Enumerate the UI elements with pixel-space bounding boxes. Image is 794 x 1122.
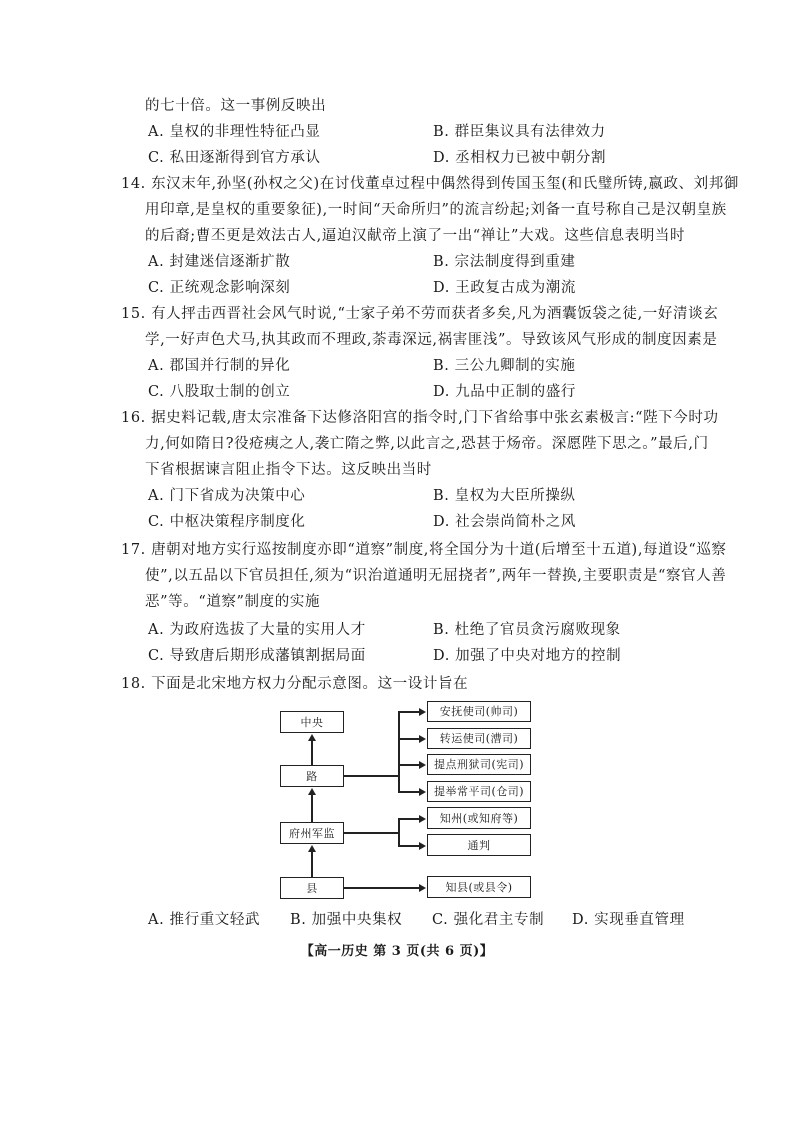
q18-stem-line-1: 18. 下面是北宋地方权力分配示意图。这一设计旨在 [121, 676, 469, 692]
diagram-arrow-xian-fuzhou [311, 851, 313, 877]
q13-option-d: D. 丞相权力已被中朝分割 [433, 150, 607, 166]
q18-option-a: A. 推行重文轻武 [148, 912, 261, 928]
q14-option-c: C. 正统观念影响深刻 [148, 280, 291, 296]
diagram-arrowhead-fuzhou-2 [419, 842, 426, 850]
diagram-box-tidian-xingyu: 提点刑狱司(宪司) [427, 754, 531, 775]
diagram-arrowhead-lu-2 [419, 735, 426, 743]
q15-option-b: B. 三公九卿制的实施 [433, 358, 576, 374]
q16-stem-line-3: 下省根据谏言阻止指令下达。这反映出当时 [145, 462, 432, 478]
q17-option-c: C. 导致唐后期形成藩镇割据局面 [148, 648, 366, 664]
q14-stem-line-3: 的后裔;曹丕更是效法古人,逼迫汉献帝上演了一出“禅让”大戏。这些信息表明当时 [145, 228, 686, 244]
diagram-arrowhead-xian [419, 884, 426, 892]
diagram-box-tiju-changping: 提举常平司(仓司) [427, 781, 531, 802]
q16-stem-line-1: 16. 据史料记载,唐太宗准备下达修洛阳宫的指令时,门下省给事中张玄素极言:“陛下今时功 [121, 410, 719, 426]
q17-stem-line-2: 使”,以五品以下官员担任,须为“识治道通明无屈挠者”,两年一替换,主要职责是“察官人善 [145, 568, 727, 584]
q14-option-b: B. 宗法制度得到重建 [433, 254, 576, 270]
diagram-line-lu-branch [344, 775, 398, 777]
q16-option-d: D. 社会崇尚简朴之风 [433, 514, 576, 530]
diagram-box-tongpan: 通判 [427, 834, 531, 856]
q15-stem-line-1: 15. 有人抨击西晋社会风气时说,“士家子弟不劳而获者多矣,凡为酒囊饭袋之徒,一好清谈玄 [121, 306, 719, 322]
q17-stem-line-3: 恶”等。“道察”制度的实施 [145, 594, 321, 610]
q15-option-c: C. 八股取士制的创立 [148, 384, 291, 400]
diagram-line-lu-1 [398, 711, 420, 713]
diagram-line-lu-2 [398, 738, 420, 740]
diagram-arrow-lu-central [311, 740, 313, 765]
q17-option-b: B. 杜绝了官员贪污腐败现象 [433, 622, 621, 638]
q17-option-a: A. 为政府选拔了大量的实用人才 [148, 622, 366, 638]
diagram-arrowhead-lu-3 [419, 761, 426, 769]
diagram-arrow-fuzhou-lu [311, 794, 313, 822]
diagram-box-zhuanyun: 转运使司(漕司) [427, 728, 531, 749]
q13-stem-tail: 的七十倍。这一事例反映出 [145, 98, 327, 114]
q13-option-b: B. 群臣集议具有法律效力 [433, 124, 606, 140]
diagram-arrowhead-fuzhou-1 [419, 815, 426, 823]
q14-stem-line-2: 用印章,是皇权的重要象征),一时间“天命所归”的流言纷起;刘备一直号称自己是汉朝皇族 [145, 202, 727, 218]
diagram-arrowhead-lu-1 [419, 708, 426, 716]
q14-option-d: D. 王政复古成为潮流 [433, 280, 576, 296]
diagram-line-fuzhou-1 [398, 818, 420, 820]
diagram-box-xian: 县 [280, 877, 344, 899]
q16-option-a: A. 门下省成为决策中心 [148, 488, 306, 504]
q18-option-d: D. 实现垂直管理 [572, 912, 685, 928]
q18-option-c: C. 强化君主专制 [432, 912, 545, 928]
diagram-arrowhead-lu [308, 788, 316, 795]
diagram-line-xian-branch [344, 887, 420, 889]
diagram-box-fuzhou: 府州军监 [280, 822, 344, 844]
diagram-box-zhizhou: 知州(或知府等) [427, 807, 531, 829]
q16-stem-line-2: 力,何如隋日?役疮痍之人,袭亡隋之弊,以此言之,恐甚于炀帝。深愿陛下思之。”最后,门 [145, 436, 709, 452]
q17-stem-line-1: 17. 唐朝对地方实行巡按制度亦即“道察”制度,将全国分为十道(后增至十五道),每道设“巡察 [121, 542, 727, 558]
q14-stem-line-1: 14. 东汉末年,孙坚(孙权之父)在讨伐董卓过程中偶然得到传国玉玺(和氏璧所铸,嬴政、刘邦御 [121, 176, 739, 192]
diagram-line-fuzhou-branch [344, 832, 398, 834]
q13-option-a: A. 皇权的非理性特征凸显 [148, 124, 321, 140]
q15-option-a: A. 郡国并行制的异化 [148, 358, 291, 374]
diagram-line-fuzhou-2 [398, 845, 420, 847]
q17-option-d: D. 加强了中央对地方的控制 [433, 648, 622, 664]
diagram-box-zhixian: 知县(或县令) [427, 876, 531, 898]
diagram-arrowhead-central [308, 734, 316, 741]
q14-option-a: A. 封建迷信逐渐扩散 [148, 254, 291, 270]
diagram-arrowhead-fuzhou [308, 845, 316, 852]
diagram-line-lu-3 [398, 764, 420, 766]
diagram-box-anfu: 安抚使司(帅司) [427, 701, 531, 722]
diagram-line-fuzhou-vertical [398, 818, 400, 846]
q16-option-c: C. 中枢决策程序制度化 [148, 514, 306, 530]
q18-option-b: B. 加强中央集权 [290, 912, 403, 928]
diagram-line-lu-4 [398, 791, 420, 793]
diagram-box-central: 中央 [280, 711, 344, 733]
diagram-arrowhead-lu-4 [419, 788, 426, 796]
q13-option-c: C. 私田逐渐得到官方承认 [148, 150, 321, 166]
page-footer: 【高一历史 第 3 页(共 6 页)】 [300, 944, 494, 959]
q16-option-b: B. 皇权为大臣所操纵 [433, 488, 576, 504]
diagram-box-lu: 路 [280, 765, 344, 787]
diagram-line-lu-vertical [398, 711, 400, 793]
q15-stem-line-2: 学,一好声色犬马,执其政而不理政,荼毒深远,祸害匪浅”。导致该风气形成的制度因素是 [145, 332, 718, 348]
q15-option-d: D. 九品中正制的盛行 [433, 384, 576, 400]
